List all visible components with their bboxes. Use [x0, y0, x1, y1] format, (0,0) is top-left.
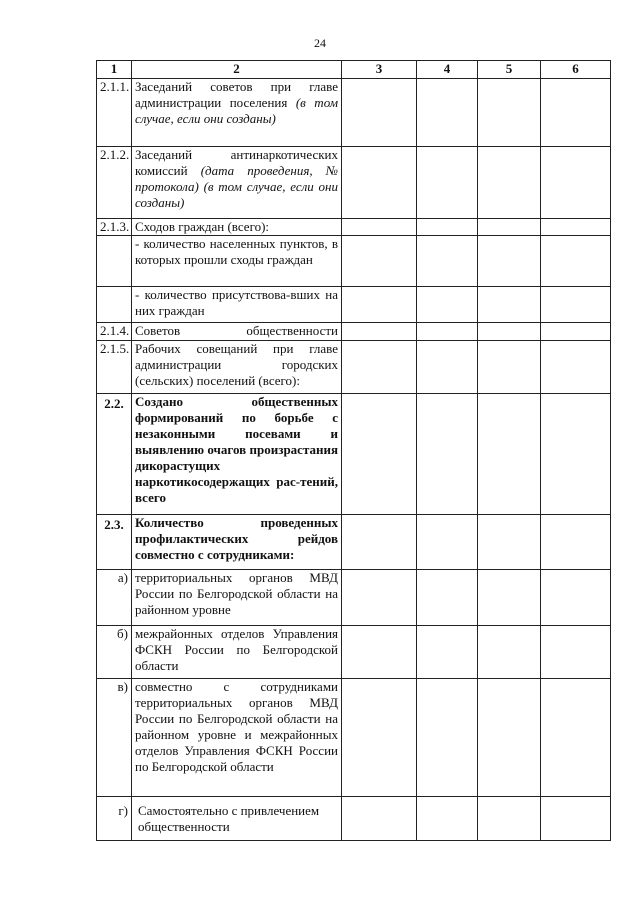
- table-row: [97, 287, 611, 323]
- row-description: Рабочих совещаний при главе администрации городских (сельских) поселений (всего):: [132, 341, 342, 394]
- cell-col-4[interactable]: [417, 570, 478, 626]
- row-text: Заседаний советов при главе администрации поселения: [135, 79, 338, 110]
- row-description: [132, 79, 342, 147]
- cell-col-5[interactable]: [478, 797, 541, 841]
- cell-col-4[interactable]: [417, 147, 478, 219]
- cell-col-4[interactable]: [417, 323, 478, 341]
- row-number: 2.1.1.: [97, 79, 132, 147]
- table-row: [97, 515, 611, 570]
- row-number: 2.1.2.: [97, 147, 132, 219]
- row-note: (дата проведения, № протокола) (в том случае, если они созданы): [135, 163, 339, 210]
- header-row: [97, 61, 611, 79]
- header-col-4: 4: [417, 61, 478, 79]
- cell-col-4[interactable]: [417, 219, 478, 236]
- cell-col-5[interactable]: [478, 323, 541, 341]
- cell-col-6[interactable]: [541, 236, 611, 287]
- row-description: - количество населенных пунктов, в которых прошли сходы граждан: [132, 236, 342, 287]
- row-number: 2.3.: [97, 515, 132, 570]
- header-col-1: 1: [97, 61, 132, 79]
- cell-col-3[interactable]: [342, 626, 417, 679]
- cell-col-6[interactable]: [541, 679, 611, 797]
- row-number: г): [97, 797, 132, 841]
- row-description: межрайонных отделов Управления ФСКН России по Белгородской области: [132, 626, 342, 679]
- row-description: - количество присутствова-вших на них граждан: [132, 287, 342, 323]
- table-row: [97, 219, 611, 236]
- row-number: 2.1.5.: [97, 341, 132, 394]
- row-description: Самостоятельно с привлечением общественности: [132, 797, 342, 841]
- row-number: 2.1.4.: [97, 323, 132, 341]
- cell-col-3[interactable]: [342, 570, 417, 626]
- cell-col-3[interactable]: [342, 236, 417, 287]
- cell-col-5[interactable]: [478, 341, 541, 394]
- table-row: [97, 626, 611, 679]
- table-row: [97, 79, 611, 147]
- cell-col-3[interactable]: [342, 515, 417, 570]
- table-row: [97, 341, 611, 394]
- table-row: [97, 570, 611, 626]
- cell-col-4[interactable]: [417, 79, 478, 147]
- cell-col-6[interactable]: [541, 570, 611, 626]
- cell-col-4[interactable]: [417, 679, 478, 797]
- cell-col-5[interactable]: [478, 570, 541, 626]
- cell-col-3[interactable]: [342, 287, 417, 323]
- row-number: [97, 287, 132, 323]
- cell-col-3[interactable]: [342, 323, 417, 341]
- cell-col-3[interactable]: [342, 797, 417, 841]
- row-description: Количество проведенных профилактических рейдов совместно с сотрудниками:: [132, 515, 342, 570]
- row-description: Сходов граждан (всего):: [132, 219, 342, 236]
- row-number: [97, 236, 132, 287]
- page-number: 24: [314, 36, 326, 50]
- cell-col-6[interactable]: [541, 323, 611, 341]
- header-col-3: 3: [342, 61, 417, 79]
- cell-col-3[interactable]: [342, 79, 417, 147]
- row-description: Создано общественных формирований по борьбе с незаконными посевами и выявлению очагов произрастания дикорастущих наркотикосодержащих рас-тений, всего: [132, 394, 342, 515]
- cell-col-5[interactable]: [478, 679, 541, 797]
- cell-col-3[interactable]: [342, 341, 417, 394]
- cell-col-4[interactable]: [417, 341, 478, 394]
- row-number: б): [97, 626, 132, 679]
- cell-col-6[interactable]: [541, 515, 611, 570]
- table-row: [97, 679, 611, 797]
- header-col-2: 2: [132, 61, 342, 79]
- report-table: [96, 60, 611, 841]
- cell-col-4[interactable]: [417, 287, 478, 323]
- cell-col-6[interactable]: [541, 394, 611, 515]
- cell-col-3[interactable]: [342, 394, 417, 515]
- cell-col-5[interactable]: [478, 79, 541, 147]
- header-col-6: 6: [541, 61, 611, 79]
- cell-col-3[interactable]: [342, 219, 417, 236]
- table-row: [97, 797, 611, 841]
- cell-col-5[interactable]: [478, 515, 541, 570]
- cell-col-4[interactable]: [417, 797, 478, 841]
- row-number: 2.2.: [97, 394, 132, 515]
- cell-col-5[interactable]: [478, 147, 541, 219]
- cell-col-4[interactable]: [417, 394, 478, 515]
- cell-col-6[interactable]: [541, 626, 611, 679]
- row-description: территориальных органов МВД России по Белгородской области на районном уровне: [132, 570, 342, 626]
- cell-col-6[interactable]: [541, 147, 611, 219]
- cell-col-6[interactable]: [541, 287, 611, 323]
- cell-col-5[interactable]: [478, 219, 541, 236]
- cell-col-5[interactable]: [478, 626, 541, 679]
- row-number: в): [97, 679, 132, 797]
- cell-col-4[interactable]: [417, 515, 478, 570]
- cell-col-3[interactable]: [342, 147, 417, 219]
- header-col-5: 5: [478, 61, 541, 79]
- cell-col-5[interactable]: [478, 287, 541, 323]
- cell-col-6[interactable]: [541, 341, 611, 394]
- row-number: 2.1.3.: [97, 219, 132, 236]
- cell-col-5[interactable]: [478, 394, 541, 515]
- row-description: Советов общественности: [132, 323, 342, 341]
- cell-col-6[interactable]: [541, 79, 611, 147]
- cell-col-6[interactable]: [541, 797, 611, 841]
- cell-col-5[interactable]: [478, 236, 541, 287]
- row-note: (в том случае, если они созданы): [135, 95, 338, 126]
- table-row: [97, 147, 611, 219]
- row-number: а): [97, 570, 132, 626]
- table-row: [97, 323, 611, 341]
- row-description: совместно с сотрудниками территориальных органов МВД России по Белгородской области на районном уровне и межрайонных отделов Управления ФСКН России по Белгородской области: [132, 679, 342, 797]
- table-row: [97, 236, 611, 287]
- cell-col-4[interactable]: [417, 236, 478, 287]
- cell-col-6[interactable]: [541, 219, 611, 236]
- row-text: Заседаний антинаркотических комиссий: [135, 147, 338, 178]
- row-description: [132, 147, 342, 219]
- cell-col-4[interactable]: [417, 626, 478, 679]
- table-row: [97, 394, 611, 515]
- cell-col-3[interactable]: [342, 679, 417, 797]
